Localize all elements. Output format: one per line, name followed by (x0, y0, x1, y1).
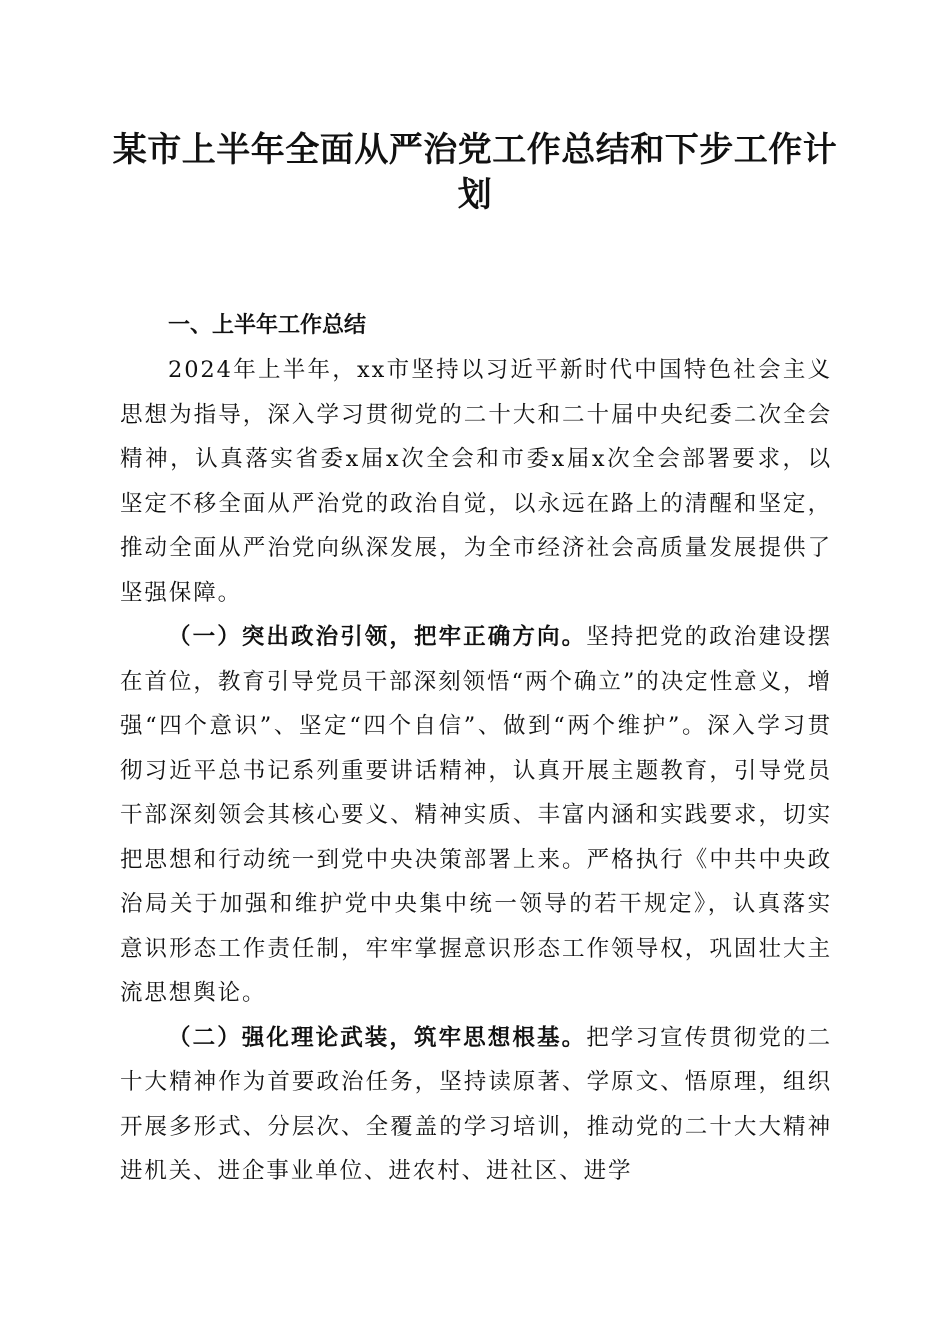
item-text-2: 把学习宣传贯彻党的二十大精神作为首要政治任务，坚持读原著、学原文、悟原理，组织开展多形式、分层次、全覆盖的学习培训，推动党的二十大大精神进机关、进企事业单位、进农村、进社区、进学 (120, 1024, 832, 1184)
item-paragraph-2 (120, 1016, 832, 1194)
item-lead-1: （一）突出政治引领，把牢正确方向。 (168, 624, 587, 650)
intro-paragraph: 2024年上半年，xx市坚持以习近平新时代中国特色社会主义思想为指导，深入学习贯彻党的二十大和二十届中央纪委二次全会精神，认真落实省委x届x次全会和市委x届x次全会部署要求，以坚定不移全面从严治党的政治自觉，以永远在路上的清醒和坚定，推动全面从严治党向纵深发展，为全市经济社会高质量发展提供了坚强保障。 (120, 357, 832, 606)
section-heading: 一、上半年工作总结 (168, 313, 367, 338)
item-lead-2: （二）强化理论武装，筑牢思想根基。 (168, 1024, 587, 1051)
item-paragraph-1 (120, 615, 832, 1016)
document-body (120, 306, 832, 1194)
document-title: 某市上半年全面从严治党工作总结和下步工作计划 (112, 130, 838, 215)
item-text-1: 坚持把党的政治建设摆在首位，教育引导党员干部深刻领悟“两个确立”的决定性意义，增强“四个意识”、坚定“四个自信”、做到“两个维护”。深入学习贯彻习近平总书记系列重要讲话精神，认真开展主题教育，引导党员干部深刻领会其核心要义、精神实质、丰富内涵和实践要求，切实把思想和行动统一到党中央决策部署上来。严格执行《中共中央政治局关于加强和维护党中央集中统一领导的若干规定》，认真落实意识形态工作责任制，牢牢掌握意识形态工作领导权，巩固壮大主流思想舆论。 (120, 624, 832, 1006)
